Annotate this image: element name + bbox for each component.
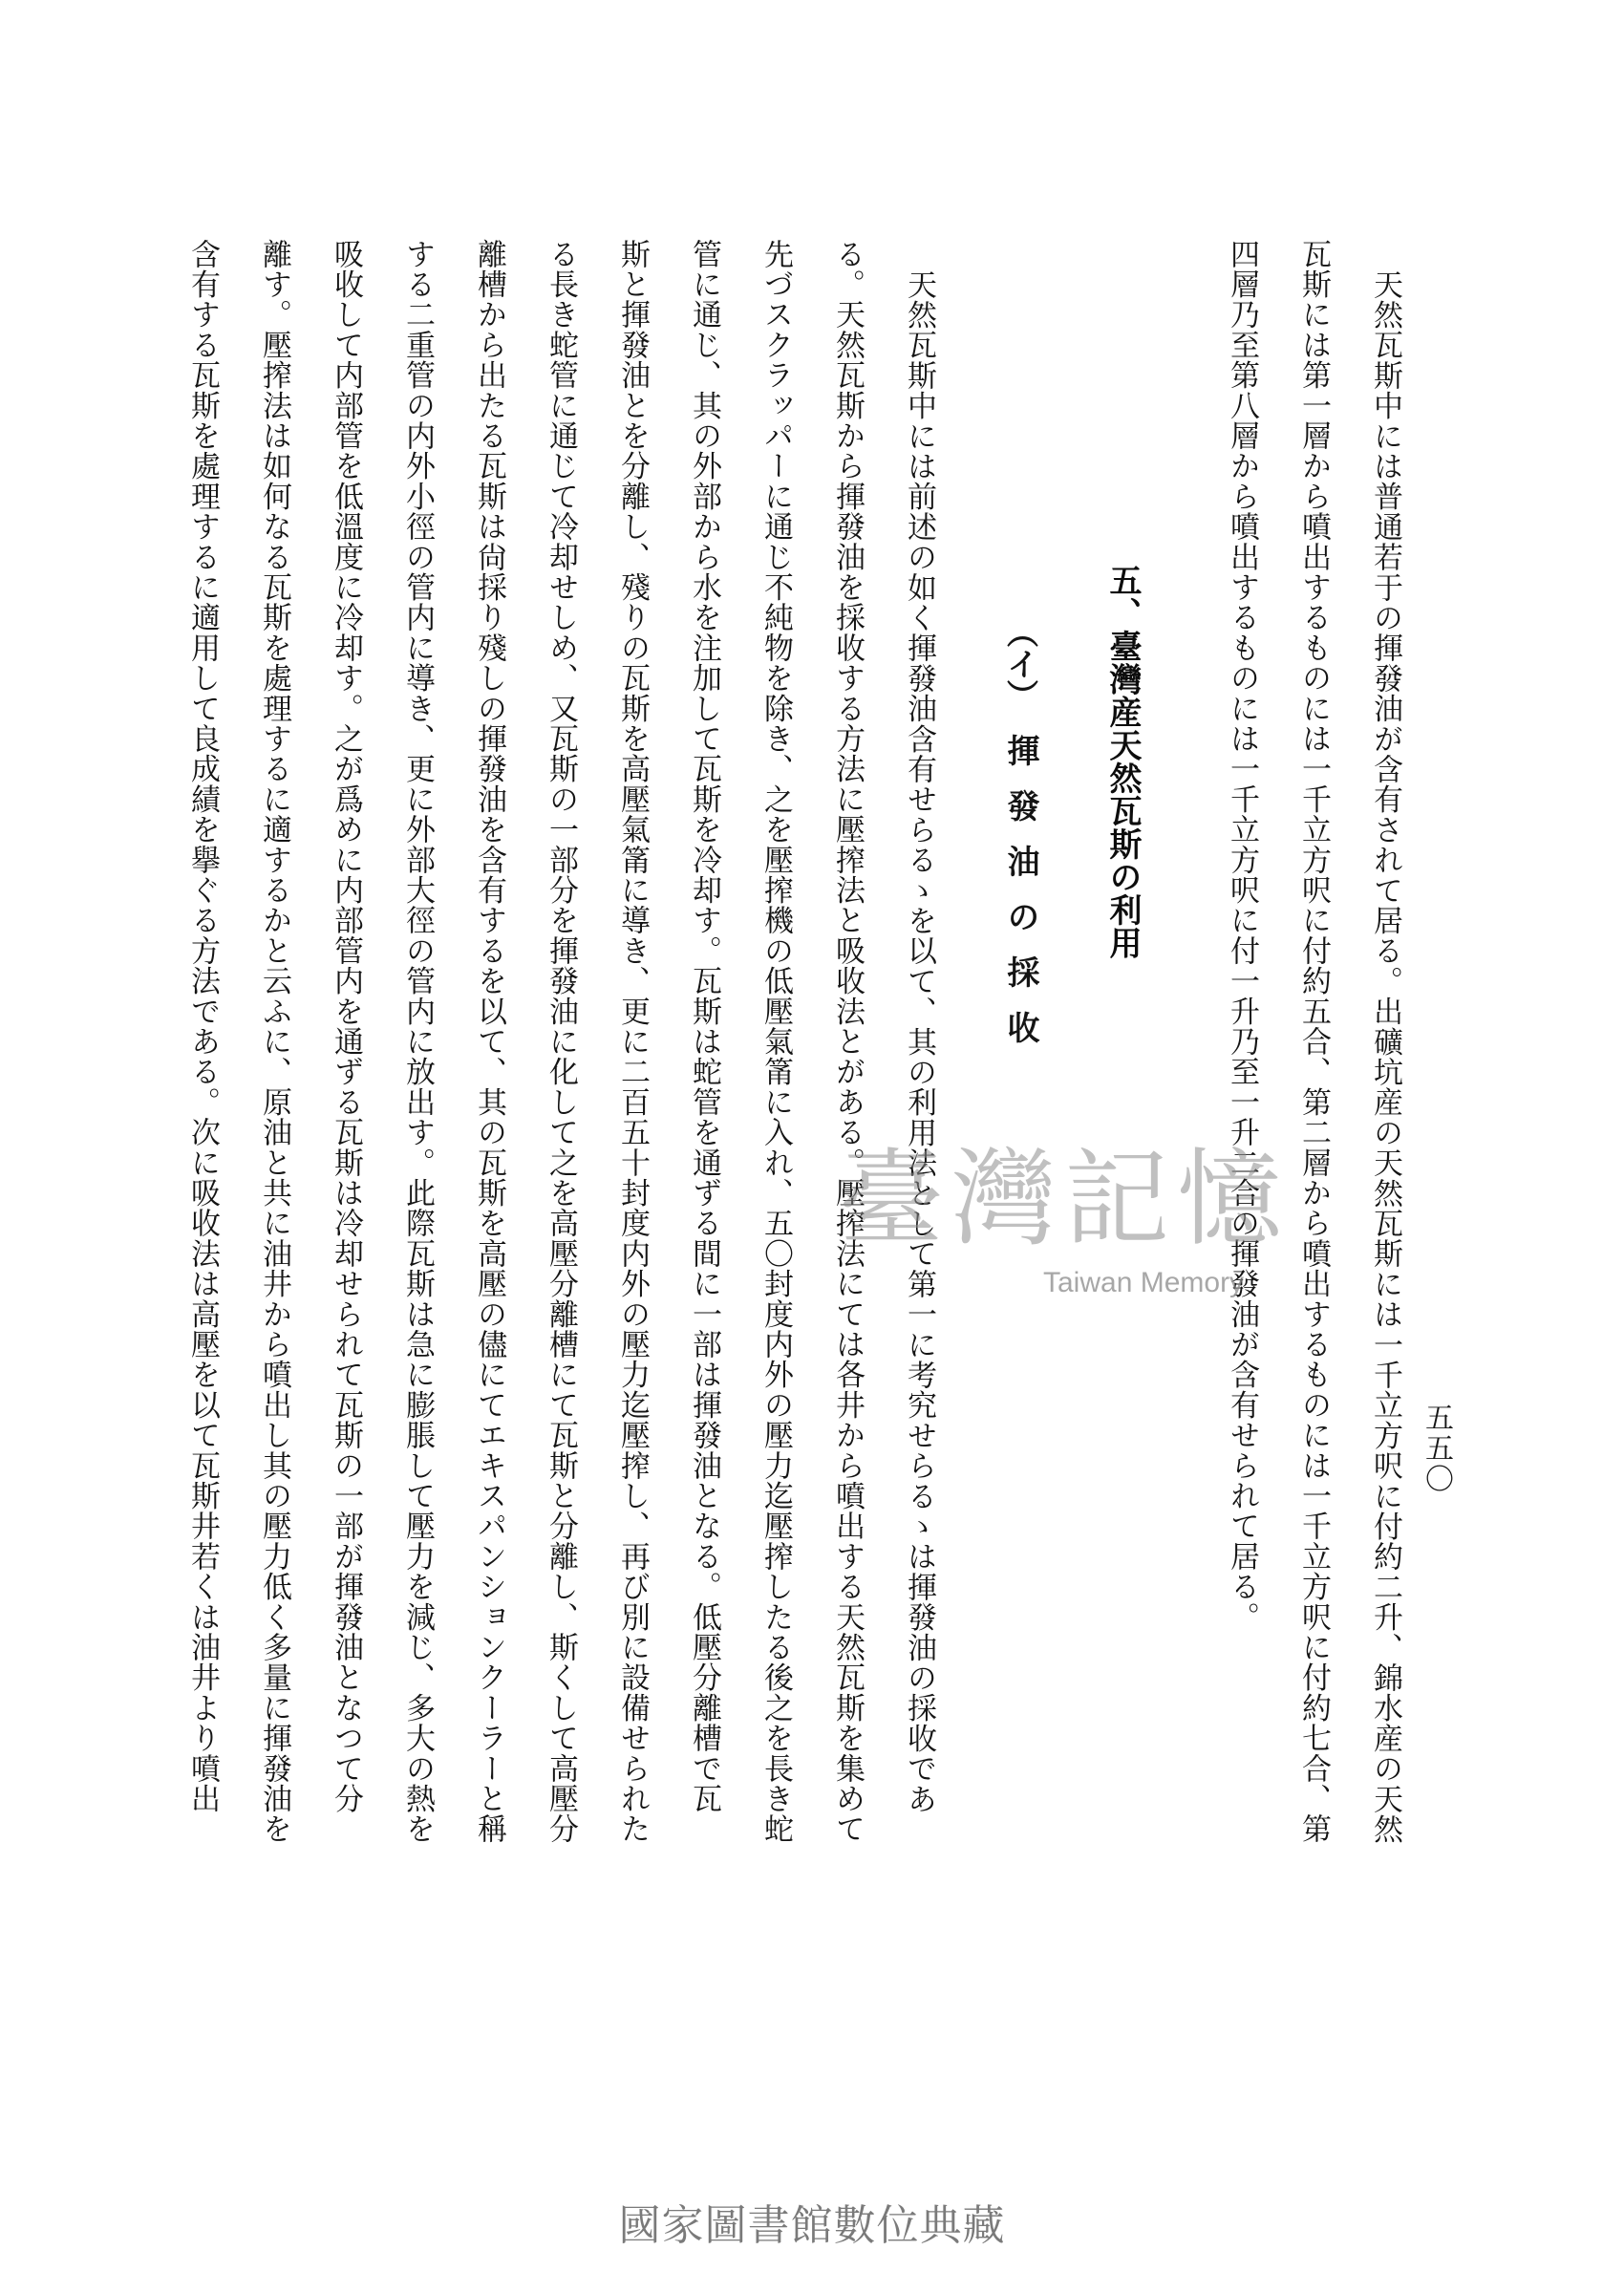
- text-column-intro-3: 四層乃至第八層から噴出するものには一千立方呎に付一升乃至一升二合の揮發油が含有せられて居る。: [1225, 239, 1259, 1633]
- text-column-body-4: 管に通じ、其の外部から水を注加して瓦斯を冷却す。瓦斯は蛇管を通ずる間に一部は揮發油となる。低壓分離槽で瓦: [687, 239, 721, 1814]
- text-column-intro-1: 天然瓦斯中には普通若于の揮發油が含有されて居る。出礦坑産の天然瓦斯には一千立方呎に付約二升、錦水産の天然: [1368, 269, 1402, 1845]
- page-number: 五五〇: [1420, 1403, 1453, 1494]
- text-column-body-10: 離す。壓搾法は如何なる瓦斯を處理するに適するかと云ふに、原油と共に油井から噴出し其の壓力低く多量に揮發油を: [257, 239, 291, 1845]
- subsection-marker: （イ）: [1002, 616, 1039, 711]
- text-column-body-1: 天然瓦斯中には前述の如く揮發油含有せらるゝを以て、其の利用法として第一に考究せらるゝは揮發油の採收であ: [902, 269, 936, 1814]
- watermark-subtitle: Taiwan Memory: [1043, 1267, 1245, 1298]
- section-heading: 五、臺灣産天然瓦斯の利用: [1103, 564, 1142, 959]
- watermark-logo: 臺灣記憶: [839, 1138, 1290, 1260]
- text-column-body-7: 離槽から出たる瓦斯は尙採り殘しの揮發油を含有するを以て、其の瓦斯を高壓の儘にてエキスパンションクーラーと稱: [472, 239, 506, 1845]
- text-column-body-6: る長き蛇管に通じて冷却せしめ、又瓦斯の一部分を揮發油に化して之を高壓分離槽にて瓦斯と分離し、斯くして高壓分: [544, 239, 578, 1845]
- text-column-body-8: する二重管の内外小徑の管内に導き、更に外部大徑の管内に放出す。此際瓦斯は急に膨脹して壓力を減じ、多大の熱を: [400, 239, 435, 1845]
- text-column-body-11: 含有する瓦斯を處理するに適用して良成績を擧ぐる方法である。次に吸收法は高壓を以て瓦斯井若くは油井より噴出: [185, 239, 220, 1814]
- text-column-body-2: る。天然瓦斯から揮發油を採收する方法に壓搾法と吸收法とがある。壓搾法にては各井から噴出する天然瓦斯を集めて: [830, 239, 865, 1845]
- text-column-body-5: 斯と揮發油とを分離し、殘りの瓦斯を高壓氣筩に導き、更に二百五十封度内外の壓力迄壓搾し、再び別に設備せられた: [615, 239, 650, 1845]
- footer-attribution: 國家圖書館數位典藏: [618, 2201, 1006, 2250]
- subsection-title: 揮發油の採收: [1001, 734, 1039, 1066]
- text-column-body-9: 吸收して内部管を低溫度に冷却す。之が爲めに内部管内を通ずる瓦斯は冷却せられて瓦斯の一部が揮發油となつて分: [329, 239, 363, 1814]
- text-column-body-3: 先づスクラッパーに通じ不純物を除き、之を壓搾機の低壓氣筩に入れ、五〇封度内外の壓力迄壓搾したる後之を長き蛇: [759, 239, 793, 1845]
- text-column-intro-2: 瓦斯には第一層から噴出するものには一千立方呎に付約五合、第二層から噴出するものには一千立方呎に付約七合、第: [1296, 239, 1331, 1845]
